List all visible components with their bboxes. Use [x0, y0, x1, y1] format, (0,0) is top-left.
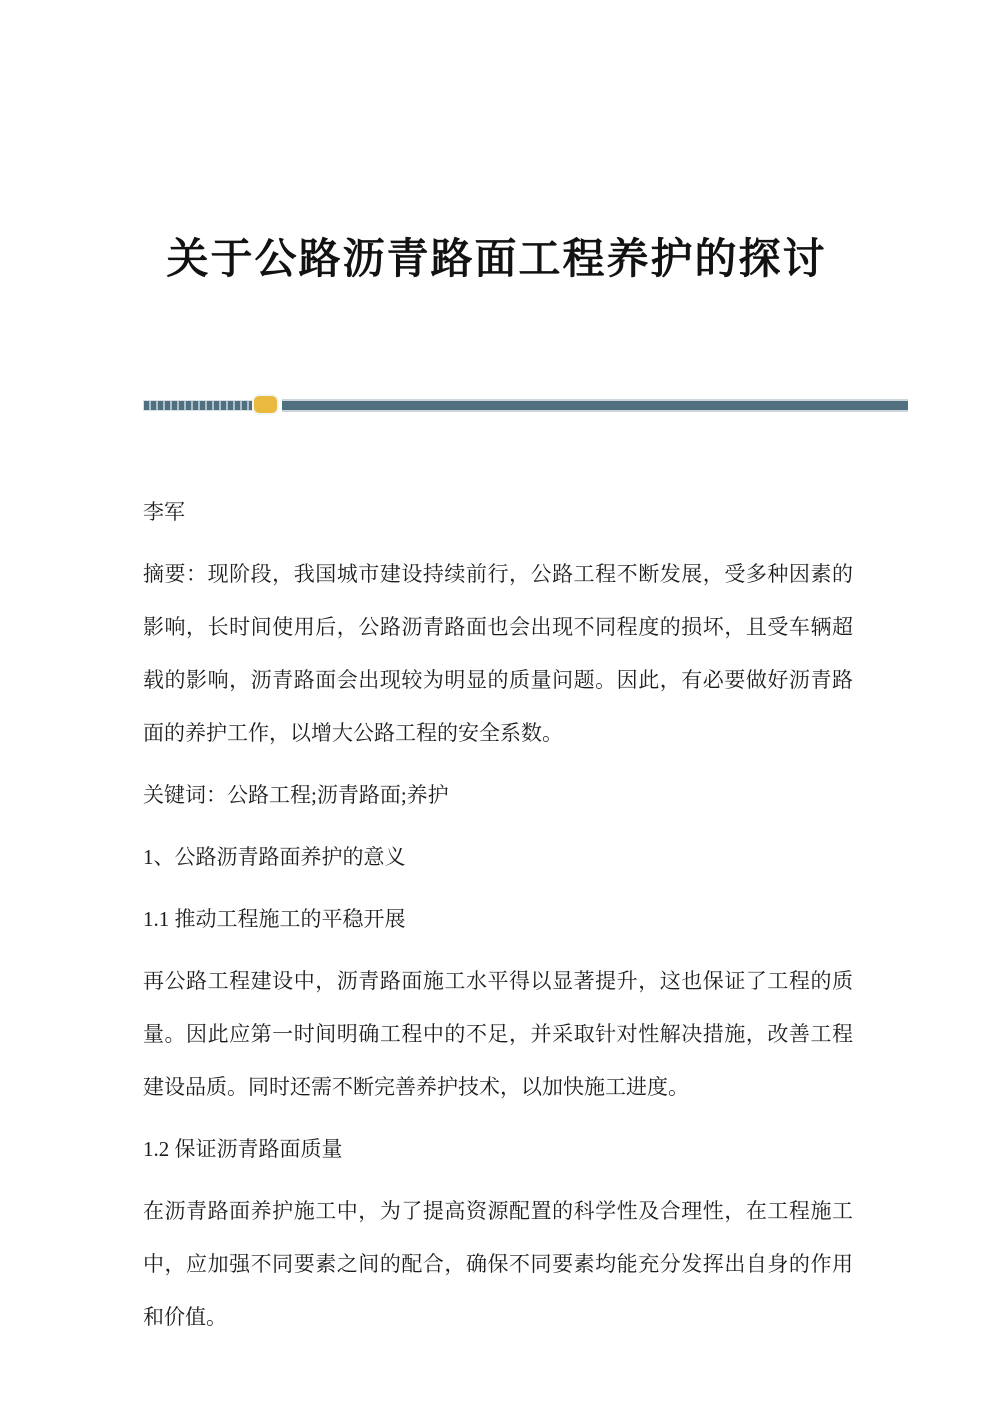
divider-dotted-segment [143, 400, 253, 411]
keywords-line: 关键词：公路工程;沥青路面;养护 [143, 783, 449, 807]
section-1-2-heading: 1.2 保证沥青路面质量 [143, 1137, 343, 1161]
section-1-1-paragraph: 再公路工程建设中，沥青路面施工水平得以显著提升，这也保证了工程的质量。因此应第一时间明确工程中的不足，并采取针对性解决措施，改善工程建设品质。同时还需不断完善养护技术，以加快施工进度。 [143, 969, 853, 1099]
section-1-1-heading: 1.1 推动工程施工的平稳开展 [143, 907, 406, 931]
author-name: 李军 [143, 500, 185, 524]
divider-gold-dot-icon [254, 396, 277, 413]
title-divider [143, 395, 908, 415]
section-1-heading: 1、公路沥青路面养护的意义 [143, 845, 406, 869]
article-body [143, 486, 853, 1353]
section-1-2-paragraph: 在沥青路面养护施工中，为了提高资源配置的科学性及合理性，在工程施工中，应加强不同要素之间的配合，确保不同要素均能充分发挥出自身的作用和价值。 [143, 1199, 853, 1329]
abstract-paragraph: 摘要：现阶段，我国城市建设持续前行，公路工程不断发展，受多种因素的影响，长时间使用后，公路沥青路面也会出现不同程度的损坏，且受车辆超载的影响，沥青路面会出现较为明显的质量问题。因此，有必要做好沥青路面的养护工作，以增大公路工程的安全系数。 [143, 562, 853, 745]
divider-solid-bar [282, 399, 908, 412]
page-title: 关于公路沥青路面工程养护的探讨 [166, 237, 827, 283]
